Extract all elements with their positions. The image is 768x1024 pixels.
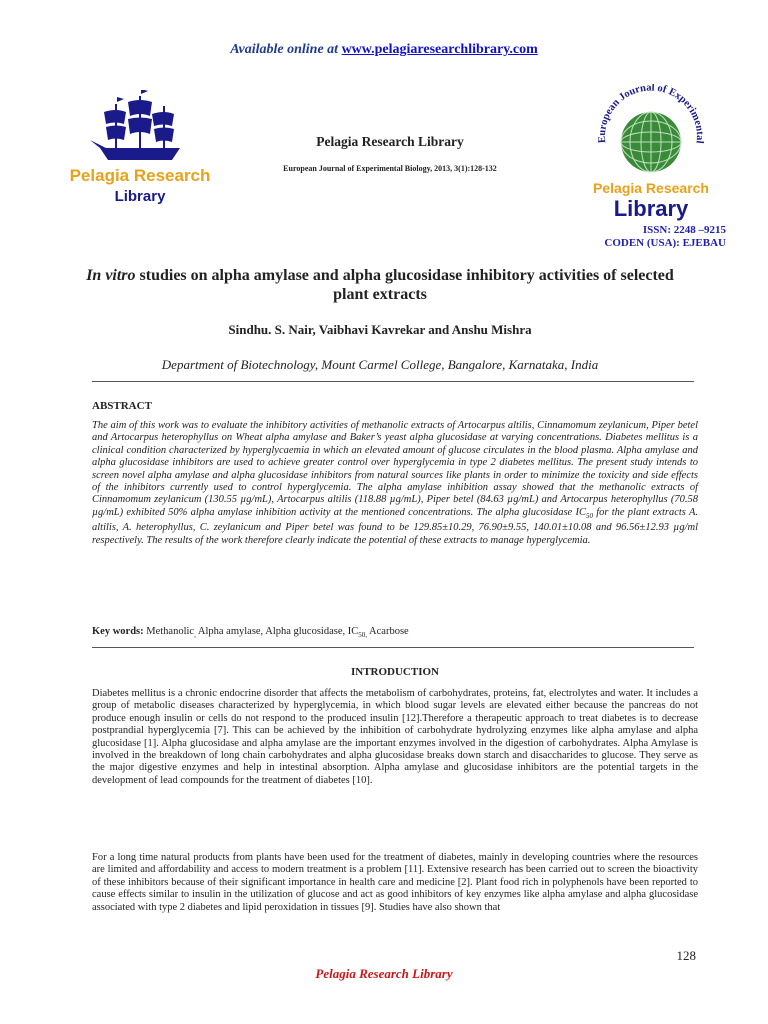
logo-ring-text: European Journal of Experimental — [596, 84, 706, 145]
paper-title-italic: In vitro — [86, 267, 136, 284]
availability-line — [0, 42, 768, 58]
available-prefix: Available online at — [230, 42, 342, 57]
left-logo-name-line1: Pelagia Research — [69, 166, 211, 185]
abstract-heading: ABSTRACT — [92, 400, 152, 412]
right-logo-name-line2: Library — [613, 196, 689, 221]
issn-label: ISSN: 2248 –9215 — [642, 224, 726, 236]
abstract-ic50-subscript: 50 — [585, 511, 593, 520]
affiliation: Department of Biotechnology, Mount Carmel College, Bangalore, Karnataka, India — [161, 357, 599, 372]
introduction-heading: INTRODUCTION — [350, 666, 439, 678]
keywords-sub-comma: , — [194, 631, 196, 640]
authors: Sindhu. S. Nair, Vaibhavi Kavrekar and Anshu Mishra — [228, 322, 532, 337]
globe-logo-icon — [576, 84, 726, 182]
keywords-label: Key words: — [92, 626, 144, 637]
pelagia-left-logo — [60, 90, 220, 208]
page-number: 128 — [676, 948, 696, 963]
library-url-link[interactable]: www.pelagiaresearchlibrary.com — [341, 42, 538, 57]
abstract-text — [92, 420, 698, 547]
intro-paragraph-1: Diabetes mellitus is a chronic endocrine disorder that affects the metabolism of carbohydrates, proteins, fat, electrolytes and water. It includes a group of metabolic diseases characterized by hyperglycemia, in which blood sugar levels are elevated either because the pancreas do not produce enough insulin or cells do not respond to the produced insulin [12].Therefore a therapeutic approach to treat diabetes is to decrease postprandial hyperglycemia [7]. This can be achieved by the inhibition of carbohydrate hydrolyzing enzymes like alpha amylase and alpha glucosidase [1]. Alpha glucosidase and alpha amylase are the important enzymes involved in the digestion of carbohydrates. Alpha Amylase is involved in the breakdown of long chain carbohydrates and alpha glucosidase breaks down starch and disaccharides to glucose. They serve as the major digestive enzymes and help in intestinal absorption. Alpha amylase and glucosidase inhibitors are the potential targets in the development of lead compounds for the treatment of diabetes [10]. — [92, 688, 698, 786]
paper-title — [80, 266, 680, 304]
intro-paragraph-2: For a long time natural products from plants have been used for the treatment of diabetes, mainly in developing countries where the resources are limited and affordability and access to modern treatment is a problem [11]. Extensive research has been carried out to screen the bioactivity of these inhibitors because of their significant importance in health care and medicine [2]. Plant food rich in polyphenols have been reported to cause effects similar to insulin in the utilization of glucose and act as good inhibitors of key enzymes like alpha amylase and alpha glucosidase associated with type 2 diabetes and lipid peroxidation in tissues [9]. Studies have also shown that — [92, 852, 698, 913]
right-logo-name-line1: Pelagia Research — [593, 180, 709, 196]
keywords-part1: Methanolic — [143, 626, 195, 637]
keywords-part2: Alpha amylase, Alpha glucosidase, IC — [195, 626, 359, 637]
divider-bottom — [92, 647, 694, 648]
left-logo-name-line2: Library — [114, 188, 166, 205]
keywords-part3: Acarbose — [367, 626, 409, 637]
journal-citation: European Journal of Experimental Biology, 2013, 3(1):128-132 — [283, 164, 497, 173]
ship-logo-icon — [60, 90, 220, 168]
journal-right-logo — [576, 84, 726, 252]
library-title: Pelagia Research Library — [316, 134, 464, 149]
divider-top — [92, 381, 694, 382]
keywords-line — [92, 626, 698, 639]
keywords-ic50-subscript: 50, — [358, 631, 368, 640]
paper-title-rest: studies on alpha amylase and alpha glucosidase inhibitory activities of selected plant extracts — [135, 267, 674, 303]
abstract-text-part1: The aim of this work was to evaluate the inhibitory activities of methanolic extracts of Artocarpus altilis, Cinnamomum zeylanicum, Piper betel and Artocarpus heterophyllus on Wheat alpha amylase and Baker’s yeast alpha glucosidase at varying concentrations. Diabetes mellitus is a clinical condition characterized by hyperglycaemia in which an elevated amount of glucose circulates in the blood plasma. Alpha amylase and alpha glucosidase inhibitors are used to achieve greater control over hyperglycemia in type 2 diabetes mellitus. The present study intends to screen novel alpha amylase and alpha glucosidase inhibitors from natural sources like plants in order to minimize the toxicity and side effects of the inhibitors currently used to control hyperglycemia. The alpha amylase inhibition assay showed that the methanolic extracts of Cinnamomum zeylanicum (130.55 µg/mL), Artocarpus altilis (118.88 µg/mL), Piper betel (84.63 µg/mL) and Artocarpus heterophyllus (70.58 µg/mL) exhibited 50% alpha amylase inhibition activity at the mentioned concentrations. The alpha glucosidase IC — [92, 420, 698, 518]
footer-library: Pelagia Research Library — [315, 966, 453, 981]
coden-label: CODEN (USA): EJEBAU — [604, 237, 726, 249]
abstract-text-part2: for the plant extracts A. altilis, A. heterophyllus, C. zeylanicum and Piper betel was found to be 129.85±10.29, 76.90±9.55, 140.01±10.08 and 96.56±12.93 µg/ml respectively. The results of the work therefore clearly indicate the potential of these extracts to manage hyperglycemia. — [92, 506, 698, 546]
